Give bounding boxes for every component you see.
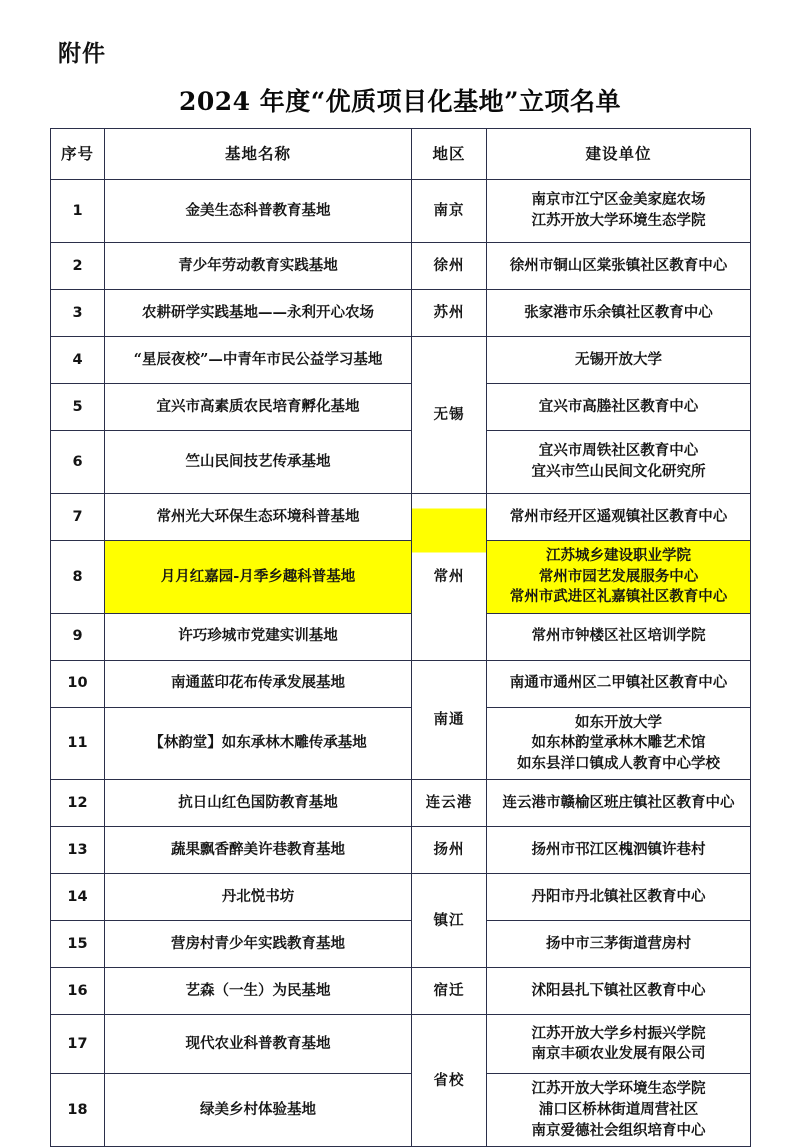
unit-line: 沭阳县扎下镇社区教育中心	[531, 982, 706, 1000]
unit-line: 南京市江宁区金美家庭农场	[531, 191, 706, 209]
cell-construction-unit	[487, 660, 751, 707]
cell-construction-unit	[487, 921, 751, 968]
unit-line: 如东县洋口镇成人教育中心学校	[517, 754, 720, 772]
table-row	[51, 494, 751, 541]
table-row	[51, 613, 751, 660]
unit-line: 常州市园艺发展服务中心	[538, 567, 699, 585]
unit-line: 丹阳市丹北镇社区教育中心	[531, 888, 706, 906]
cell-sequence-number: 8	[51, 541, 105, 614]
cell-construction-unit	[487, 613, 751, 660]
cell-sequence-number: 12	[51, 780, 105, 827]
table-row	[51, 541, 751, 614]
table-row	[51, 243, 751, 290]
unit-line: 连云港市赣榆区班庄镇社区教育中心	[502, 794, 735, 812]
cell-base-name: “星辰夜校”—中青年市民公益学习基地	[105, 337, 412, 384]
cell-sequence-number: 16	[51, 968, 105, 1015]
unit-line: 如东林韵堂承林木雕艺术馆	[531, 734, 706, 752]
listing-table-container	[50, 128, 750, 1147]
cell-base-name: 绿美乡村体验基地	[105, 1074, 412, 1147]
table-body	[51, 180, 751, 1147]
cell-base-name: 竺山民间技艺传承基地	[105, 431, 412, 494]
cell-base-name: 现代农业科普教育基地	[105, 1015, 412, 1074]
cell-base-name: 农耕研学实践基地——永利开心农场	[105, 290, 412, 337]
project-base-listing-table	[50, 128, 751, 1147]
cell-region: 常州	[412, 494, 487, 661]
unit-line: 江苏开放大学环境生态学院	[531, 1080, 706, 1098]
cell-region: 徐州	[412, 243, 487, 290]
table-row	[51, 180, 751, 243]
cell-region: 扬州	[412, 827, 487, 874]
table-row	[51, 1074, 751, 1147]
cell-sequence-number: 7	[51, 494, 105, 541]
cell-sequence-number: 5	[51, 384, 105, 431]
column-header-seq: 序号	[51, 129, 105, 180]
unit-line: 南通市通州区二甲镇社区教育中心	[509, 674, 728, 692]
cell-construction-unit	[487, 968, 751, 1015]
table-row	[51, 874, 751, 921]
cell-construction-unit	[487, 874, 751, 921]
cell-sequence-number: 4	[51, 337, 105, 384]
cell-construction-unit	[487, 780, 751, 827]
cell-region: 镇江	[412, 874, 487, 968]
cell-region: 连云港	[412, 780, 487, 827]
cell-base-name: 艺森（一生）为民基地	[105, 968, 412, 1015]
cell-region: 苏州	[412, 290, 487, 337]
cell-sequence-number: 3	[51, 290, 105, 337]
column-header-name: 基地名称	[105, 129, 412, 180]
cell-construction-unit	[487, 180, 751, 243]
cell-base-name: 南通蓝印花布传承发展基地	[105, 660, 412, 707]
unit-line: 常州市经开区遥观镇社区教育中心	[509, 507, 728, 525]
unit-line: 江苏开放大学环境生态学院	[531, 212, 706, 229]
table-row	[51, 290, 751, 337]
table-row	[51, 827, 751, 874]
page-title: 2024 年度“优质项目化基地”立项名单	[178, 87, 622, 116]
unit-line: 如东开放大学	[575, 713, 662, 731]
cell-construction-unit	[487, 243, 751, 290]
table-row	[51, 337, 751, 384]
table-row	[51, 707, 751, 780]
cell-sequence-number: 17	[51, 1015, 105, 1074]
table-row	[51, 660, 751, 707]
cell-sequence-number: 14	[51, 874, 105, 921]
cell-region: 无锡	[412, 337, 487, 494]
unit-line: 南京爱德社会组织培育中心	[531, 1121, 706, 1139]
cell-construction-unit	[487, 707, 751, 780]
cell-construction-unit	[487, 431, 751, 494]
cell-construction-unit	[487, 290, 751, 337]
unit-line: 宜兴市竺山民间文化研究所	[531, 463, 706, 480]
cell-base-name: 【林韵堂】如东承林木雕传承基地	[105, 707, 412, 780]
cell-construction-unit	[487, 1074, 751, 1147]
cell-base-name: 青少年劳动教育实践基地	[105, 243, 412, 290]
cell-sequence-number: 6	[51, 431, 105, 494]
cell-region: 南通	[412, 660, 487, 780]
attachment-label: 附件	[58, 40, 106, 67]
cell-base-name: 常州光大环保生态环境科普基地	[105, 494, 412, 541]
cell-construction-unit	[487, 384, 751, 431]
cell-base-name: 蔬果飘香醉美许巷教育基地	[105, 827, 412, 874]
table-row	[51, 1015, 751, 1074]
cell-construction-unit	[487, 337, 751, 384]
cell-base-name: 营房村青少年实践教育基地	[105, 921, 412, 968]
cell-sequence-number: 9	[51, 613, 105, 660]
cell-base-name: 丹北悦书坊	[105, 874, 412, 921]
unit-line: 扬州市邗江区槐泗镇许巷村	[531, 841, 706, 859]
table-row	[51, 968, 751, 1015]
unit-line: 江苏开放大学乡村振兴学院	[531, 1024, 706, 1042]
table-row	[51, 780, 751, 827]
cell-sequence-number: 15	[51, 921, 105, 968]
cell-region: 宿迁	[412, 968, 487, 1015]
cell-base-name: 抗日山红色国防教育基地	[105, 780, 412, 827]
cell-region: 南京	[412, 180, 487, 243]
unit-line: 江苏城乡建设职业学院	[546, 547, 691, 564]
unit-line: 扬中市三茅街道营房村	[546, 935, 691, 953]
cell-sequence-number: 18	[51, 1074, 105, 1147]
unit-line: 浦口区桥林街道周营社区	[538, 1101, 699, 1119]
cell-base-name: 许巧珍城市党建实训基地	[105, 613, 412, 660]
table-row	[51, 921, 751, 968]
unit-line: 张家港市乐余镇社区教育中心	[524, 303, 713, 321]
cell-base-name: 金美生态科普教育基地	[105, 180, 412, 243]
table-header-row	[51, 129, 751, 180]
unit-line: 常州市武进区礼嘉镇社区教育中心	[509, 588, 728, 606]
column-header-area: 地区	[412, 129, 487, 180]
cell-sequence-number: 10	[51, 660, 105, 707]
cell-construction-unit	[487, 494, 751, 541]
table-row	[51, 431, 751, 494]
column-header-unit: 建设单位	[487, 129, 751, 180]
cell-base-name: 月月红嘉园-月季乡趣科普基地	[105, 541, 412, 614]
cell-construction-unit	[487, 541, 751, 614]
cell-construction-unit	[487, 827, 751, 874]
cell-sequence-number: 1	[51, 180, 105, 243]
unit-line: 常州市钟楼区社区培训学院	[531, 627, 706, 645]
cell-region: 省校	[412, 1015, 487, 1147]
cell-base-name: 宜兴市高素质农民培育孵化基地	[105, 384, 412, 431]
unit-line: 无锡开放大学	[575, 350, 662, 368]
cell-sequence-number: 13	[51, 827, 105, 874]
unit-line: 宜兴市高塍社区教育中心	[538, 397, 699, 415]
table-row	[51, 384, 751, 431]
unit-line: 宜兴市周铁社区教育中心	[538, 442, 699, 460]
unit-line: 徐州市铜山区棠张镇社区教育中心	[509, 256, 728, 274]
cell-sequence-number: 11	[51, 707, 105, 780]
unit-line: 南京丰硕农业发展有限公司	[531, 1045, 706, 1063]
cell-sequence-number: 2	[51, 243, 105, 290]
cell-construction-unit	[487, 1015, 751, 1074]
